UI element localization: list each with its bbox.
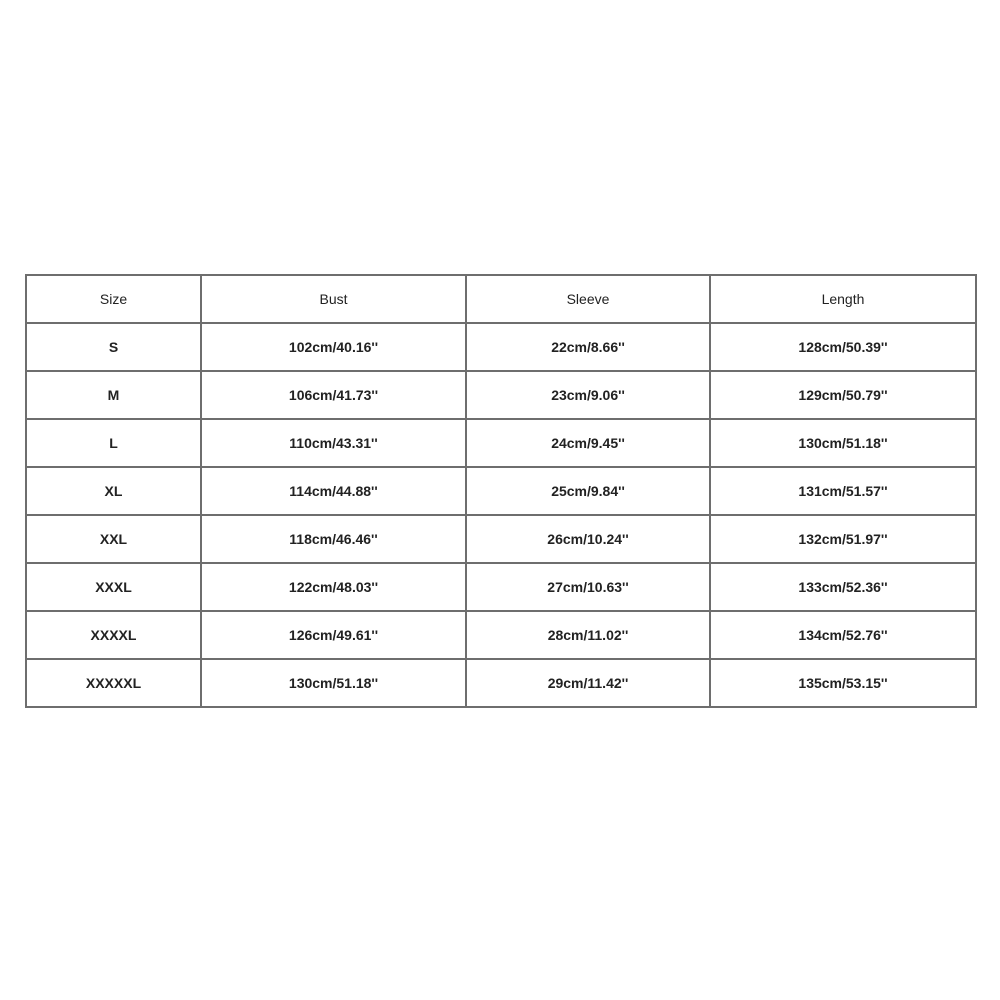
- cell-bust: 106cm/41.73'': [201, 371, 466, 419]
- table-row: [26, 419, 976, 467]
- cell-length: 133cm/52.36'': [710, 563, 976, 611]
- cell-sleeve: 22cm/8.66'': [466, 323, 710, 371]
- cell-length: 128cm/50.39'': [710, 323, 976, 371]
- cell-bust: 126cm/49.61'': [201, 611, 466, 659]
- cell-length: 134cm/52.76'': [710, 611, 976, 659]
- cell-size: S: [26, 323, 201, 371]
- cell-bust: 118cm/46.46'': [201, 515, 466, 563]
- cell-sleeve: 23cm/9.06'': [466, 371, 710, 419]
- cell-sleeve: 28cm/11.02'': [466, 611, 710, 659]
- header-length: Length: [710, 275, 976, 323]
- table-row: [26, 563, 976, 611]
- cell-bust: 102cm/40.16'': [201, 323, 466, 371]
- table-row: [26, 659, 976, 707]
- cell-sleeve: 26cm/10.24'': [466, 515, 710, 563]
- table-header: [26, 275, 976, 323]
- cell-bust: 122cm/48.03'': [201, 563, 466, 611]
- cell-size: XL: [26, 467, 201, 515]
- header-sleeve: Sleeve: [466, 275, 710, 323]
- cell-bust: 110cm/43.31'': [201, 419, 466, 467]
- cell-size: M: [26, 371, 201, 419]
- cell-size: XXXXL: [26, 611, 201, 659]
- cell-sleeve: 25cm/9.84'': [466, 467, 710, 515]
- cell-length: 129cm/50.79'': [710, 371, 976, 419]
- table-row: [26, 371, 976, 419]
- cell-length: 132cm/51.97'': [710, 515, 976, 563]
- header-row: [26, 275, 976, 323]
- table-body: [26, 323, 976, 707]
- cell-size: XXXXXL: [26, 659, 201, 707]
- cell-size: XXXL: [26, 563, 201, 611]
- table-row: [26, 467, 976, 515]
- cell-length: 135cm/53.15'': [710, 659, 976, 707]
- table-row: [26, 611, 976, 659]
- cell-length: 131cm/51.57'': [710, 467, 976, 515]
- cell-size: L: [26, 419, 201, 467]
- table-row: [26, 515, 976, 563]
- cell-bust: 114cm/44.88'': [201, 467, 466, 515]
- cell-length: 130cm/51.18'': [710, 419, 976, 467]
- header-size: Size: [26, 275, 201, 323]
- cell-size: XXL: [26, 515, 201, 563]
- header-bust: Bust: [201, 275, 466, 323]
- cell-sleeve: 29cm/11.42'': [466, 659, 710, 707]
- cell-bust: 130cm/51.18'': [201, 659, 466, 707]
- size-chart-table: [25, 274, 977, 708]
- table-row: [26, 323, 976, 371]
- cell-sleeve: 27cm/10.63'': [466, 563, 710, 611]
- cell-sleeve: 24cm/9.45'': [466, 419, 710, 467]
